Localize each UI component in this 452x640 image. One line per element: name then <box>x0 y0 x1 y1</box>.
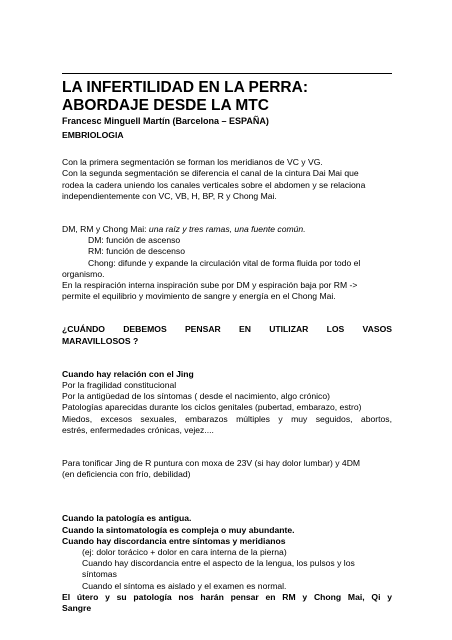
document-body <box>62 130 392 614</box>
section-heading-embriologia: EMBRIOLOGIA <box>62 130 124 140</box>
jing-item-2: Por la antigüedad de los síntomas ( desde el nacimiento, algo crónico) <box>62 391 330 402</box>
chong-function-2: organismo. <box>62 268 105 279</box>
jing-item-4b: estrés, enfermedades crónicas, vejez.... <box>62 424 214 435</box>
final-statement-2: Sangre <box>62 603 92 614</box>
jing-item-3: Patologías aparecidas durante los ciclos genitales (pubertad, embarazo, estro) <box>62 402 362 413</box>
tonify-jing-1: Para tonificar Jing de R puntura con moxa de 23V (si hay dolor lumbar) y 4DM <box>62 458 361 469</box>
final-statement-1: El útero y su patología nos harán pensar en RM y Chong Mai, Qi y <box>62 591 392 602</box>
title-line-2: ABORDAJE DESDE LA MTC <box>62 97 269 114</box>
jing-item-4a: Miedos, excesos sexuales, embarazos múltiples y muy seguidos, abortos, <box>62 413 392 424</box>
question-heading-1: ¿CUÁNDO DEBEMOS PENSAR EN UTILIZAR LOS VASOS <box>62 324 392 335</box>
author-line: Francesc Minguell Martín (Barcelona – ESPAÑA) <box>62 116 269 126</box>
example-2b: síntomas <box>82 569 117 580</box>
example-1: (ej: dolor torácico + dolor en cara interna de la pierna) <box>82 547 287 558</box>
bold-point-1: Cuando la patología es antigua. <box>62 513 192 524</box>
dm-function: DM: función de ascenso <box>88 235 181 246</box>
tonify-jing-2: (en deficiencia con frío, debilidad) <box>62 469 191 480</box>
jing-heading: Cuando hay relación con el Jing <box>62 368 194 379</box>
title-line-1: LA INFERTILIDAD EN LA PERRA: <box>62 79 308 96</box>
jing-item-1: Por la fragilidad constitucional <box>62 380 177 391</box>
paragraph-second-segmentation-3: independientemente con VC, VB, H, BP, R y Chong Mai. <box>62 190 277 201</box>
example-3: Cuando el síntoma es aislado y el examen es normal. <box>82 580 287 591</box>
bold-point-3: Cuando hay discordancia entre síntomas y meridianos <box>62 535 286 546</box>
paragraph-second-segmentation-2: rodea la cadera uniendo los canales verticales sobre el abdomen y se relaciona <box>62 179 366 190</box>
question-heading-2: MARAVILLOSOS ? <box>62 335 139 346</box>
example-2a: Cuando hay discordancia entre el aspecto de la lengua, los pulsos y los <box>82 558 355 569</box>
bold-point-2: Cuando la sintomatología es compleja o muy abundante. <box>62 524 295 535</box>
dm-rm-chong-italic: una raíz y tres ramas, una fuente común. <box>148 224 306 235</box>
respiration-2: permite el equilibrio y movimiento de sangre y energía en el Chong Mai. <box>62 291 336 302</box>
paragraph-second-segmentation-1: Con la segunda segmentación se diferencia el canal de la cintura Dai Mai que <box>62 168 359 179</box>
paragraph-dm-rm-chong <box>62 224 392 235</box>
title-block <box>62 73 392 126</box>
chong-function-1: Chong: difunde y expande la circulación vital de forma fluida por todo el <box>88 257 361 268</box>
page-title <box>62 79 392 115</box>
dm-rm-chong-lead: DM, RM y Chong Mai: <box>62 224 149 235</box>
paragraph-first-segmentation: Con la primera segmentación se forman los meridianos de VC y VG. <box>62 157 323 168</box>
rm-function: RM: función de descenso <box>88 246 185 257</box>
respiration-1: En la respiración interna inspiración sube por DM y espiración baja por RM -> <box>62 280 358 291</box>
